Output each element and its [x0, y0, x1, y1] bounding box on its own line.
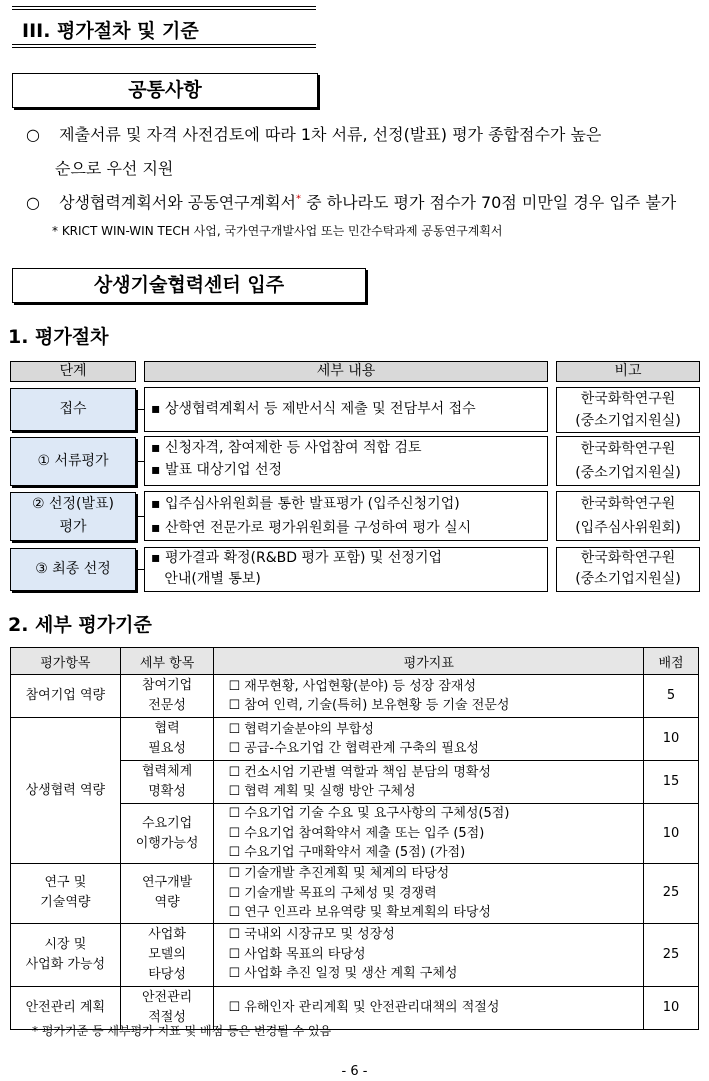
criteria-sub: 안전관리 적절성	[120, 986, 214, 1029]
table-row	[11, 675, 699, 718]
note-line: (중소기업지원실)	[575, 413, 681, 429]
criteria-sub: 협력 필요성	[120, 718, 214, 761]
procedure-note-2	[556, 436, 700, 486]
criteria-header-sub: 세부 항목	[120, 648, 214, 675]
header-note-label: 비고	[614, 363, 642, 379]
checkbox-icon: ☐	[228, 698, 241, 713]
detail-line: ▪ 발표 대상기업 선정	[151, 462, 283, 478]
detail-line: 안내(개별 통보)	[151, 571, 261, 587]
detail-line: ▪ 산학연 전문가로 평가위원회를 구성하여 평가 실시	[151, 520, 472, 536]
common-title: 공통사항	[128, 79, 202, 101]
criteria-header-indicator: 평가지표	[214, 648, 644, 675]
checkbox-icon: ☐	[228, 741, 241, 756]
checkbox-icon: ☐	[228, 721, 241, 737]
common-item-1-line-2: 순으로 우선 지원	[55, 159, 174, 178]
procedure-heading	[8, 322, 108, 349]
step-connector	[136, 569, 144, 570]
common-item-2-part-2: 중 하나라도 평가 점수가 70점 미만일 경우 입주 불가	[306, 193, 677, 212]
procedure-header-detail	[144, 361, 548, 382]
procedure-step-4	[10, 548, 136, 591]
procedure-note-1	[556, 387, 700, 433]
procedure-step-1	[10, 388, 136, 431]
checkbox-icon: ☐	[228, 927, 241, 943]
procedure-detail-3	[144, 491, 548, 541]
procedure-note-3	[556, 491, 700, 541]
table-row	[11, 718, 699, 761]
step-label: ② 선정(발표)	[31, 496, 115, 512]
criteria-item: 상생협력 역량	[11, 718, 121, 864]
detail-line: ▪ 입주심사위원회를 통한 발표평가 (입주신청기업)	[151, 496, 460, 512]
note-line: 한국화학연구원	[580, 496, 676, 512]
bullet-circle: ○	[26, 193, 40, 212]
criteria-indicators: ☐ 유해인자 관리계획 및 안전관리대책의 적절성	[214, 986, 644, 1029]
criteria-heading	[8, 610, 152, 637]
step-connector	[136, 409, 144, 410]
table-row	[11, 923, 699, 986]
checkbox-icon: ☐	[228, 999, 241, 1015]
criteria-indicators: ☐ 기술개발 추진계획 및 체계의 타당성 ☐ 기술개발 목표의 구체성 및 경쟁력 ☐ 연구 인프라 보유역량 및 확보계획의 타당성	[214, 864, 644, 924]
header-detail-label: 세부 내용	[316, 363, 376, 379]
procedure-step-3	[10, 492, 136, 541]
checkbox-icon: ☐	[228, 946, 241, 962]
criteria-footnote-text: * 평가기준 등 세부평가 지표 및 배점 등은 변경될 수 있음	[32, 1024, 332, 1038]
step-label: 접수	[59, 401, 87, 417]
bullet-circle: ○	[26, 125, 40, 144]
step-label: ③ 최종 선정	[35, 561, 111, 577]
criteria-table	[10, 647, 699, 1030]
note-line: 한국화학연구원	[580, 441, 676, 457]
checkbox-icon: ☐	[228, 825, 241, 841]
criteria-indicators: ☐ 국내외 시장규모 및 성장성 ☐ 사업화 목표의 타당성 ☐ 사업화 추진 일정 및 생산 계획 구체성	[214, 923, 644, 986]
step-label: ① 서류평가	[37, 453, 109, 469]
checkbox-icon: ☐	[228, 966, 241, 982]
criteria-sub: 수요기업 이행가능성	[120, 804, 214, 864]
detail-line: ▪ 평가결과 확정(R&BD 평가 포함) 및 선정기업	[151, 550, 443, 566]
criteria-header-score: 배점	[644, 648, 699, 675]
criteria-score: 10	[644, 718, 699, 761]
checkbox-icon: ☐	[228, 806, 241, 822]
common-item-1-line-1: 제출서류 및 자격 사전검토에 따라 1차 서류, 선정(발표) 평가 종합점수가 높은	[59, 125, 602, 144]
checkbox-icon: ☐	[228, 845, 241, 861]
criteria-header-item: 평가항목	[11, 648, 121, 675]
checkbox-icon: ☐	[228, 866, 241, 881]
procedure-detail-1	[144, 387, 548, 432]
common-item-1-cont	[55, 156, 173, 179]
criteria-footnote	[32, 1022, 331, 1039]
note-line: (중소기업지원실)	[575, 571, 681, 587]
criteria-score: 10	[644, 804, 699, 864]
criteria-sub: 협력체계 명확성	[120, 761, 214, 804]
procedure-note-4	[556, 547, 700, 592]
page-number	[0, 1064, 709, 1079]
common-item-2-part-1: 상생협력계획서와 공동연구계획서	[59, 193, 296, 212]
criteria-sub: 참여기업 전문성	[120, 675, 214, 718]
criteria-item: 시장 및 사업화 가능성	[11, 923, 121, 986]
criteria-indicators: ☐ 재무현황, 사업현황(분야) 등 성장 잠재성 ☐ 참여 인력, 기술(특허) 보유현황 등 기술 전문성	[214, 675, 644, 718]
note-line: (입주심사위원회)	[575, 520, 681, 536]
criteria-item: 연구 및 기술역량	[11, 864, 121, 924]
note-line: (중소기업지원실)	[575, 465, 681, 481]
common-footnote-text: * KRICT WIN-WIN TECH 사업, 국가연구개발사업 또는 민간수탁과제 공동연구계획서	[52, 224, 503, 238]
step-connector	[136, 516, 144, 517]
procedure-header-step	[10, 361, 136, 382]
criteria-score: 5	[644, 675, 699, 718]
procedure-header-note	[556, 361, 700, 382]
page-number-text: - 6 -	[341, 1064, 368, 1079]
criteria-item: 안전관리 계획	[11, 986, 121, 1029]
criteria-indicators: ☐ 협력기술분야의 부합성 ☐ 공급-수요기업 간 협력관계 구축의 필요성	[214, 718, 644, 761]
table-row	[11, 864, 699, 924]
criteria-item: 참여기업 역량	[11, 675, 121, 718]
criteria-header-row	[11, 648, 699, 675]
procedure-step-2	[10, 437, 136, 486]
center-title-box	[12, 268, 366, 303]
criteria-sub: 연구개발 역량	[120, 864, 214, 924]
criteria-score: 15	[644, 761, 699, 804]
checkbox-icon: ☐	[228, 784, 241, 799]
note-line: 한국화학연구원	[580, 550, 676, 566]
section-heading	[12, 6, 316, 48]
header-step-label: 단계	[59, 363, 87, 379]
procedure-heading-text: 1. 평가절차	[8, 326, 109, 348]
criteria-score: 10	[644, 986, 699, 1029]
footnote-marker: *	[296, 193, 301, 205]
checkbox-icon: ☐	[228, 764, 241, 780]
criteria-indicators: ☐ 수요기업 기술 수요 및 요구사항의 구체성(5점) ☐ 수요기업 참여확약서 제출 또는 입주 (5점) ☐ 수요기업 구매확약서 제출 (5점) (가점)	[214, 804, 644, 864]
criteria-score: 25	[644, 923, 699, 986]
step-label: 평가	[59, 519, 87, 535]
criteria-indicators: ☐ 컨소시엄 기관별 역할과 책임 분담의 명확성 ☐ 협력 계획 및 실행 방안 구체성	[214, 761, 644, 804]
center-title: 상생기술협력센터 입주	[93, 274, 285, 296]
common-item-1	[26, 122, 601, 145]
step-connector	[136, 461, 144, 462]
checkbox-icon: ☐	[228, 905, 241, 920]
criteria-sub: 사업화 모델의 타당성	[120, 923, 214, 986]
common-title-box	[12, 73, 318, 108]
detail-line: ▪ 상생협력계획서 등 제반서식 제출 및 전담부서 접수	[151, 401, 476, 417]
checkbox-icon: ☐	[228, 678, 241, 694]
common-item-2	[26, 190, 676, 213]
common-footnote	[52, 222, 503, 239]
criteria-heading-text: 2. 세부 평가기준	[8, 614, 152, 636]
criteria-score: 25	[644, 864, 699, 924]
procedure-detail-4	[144, 547, 548, 592]
checkbox-icon: ☐	[228, 885, 241, 901]
note-line: 한국화학연구원	[580, 391, 676, 407]
section-title: III. 평가절차 및 기준	[22, 20, 199, 42]
procedure-detail-2	[144, 436, 548, 486]
detail-line: ▪ 신청자격, 참여제한 등 사업참여 적합 검토	[151, 440, 422, 456]
